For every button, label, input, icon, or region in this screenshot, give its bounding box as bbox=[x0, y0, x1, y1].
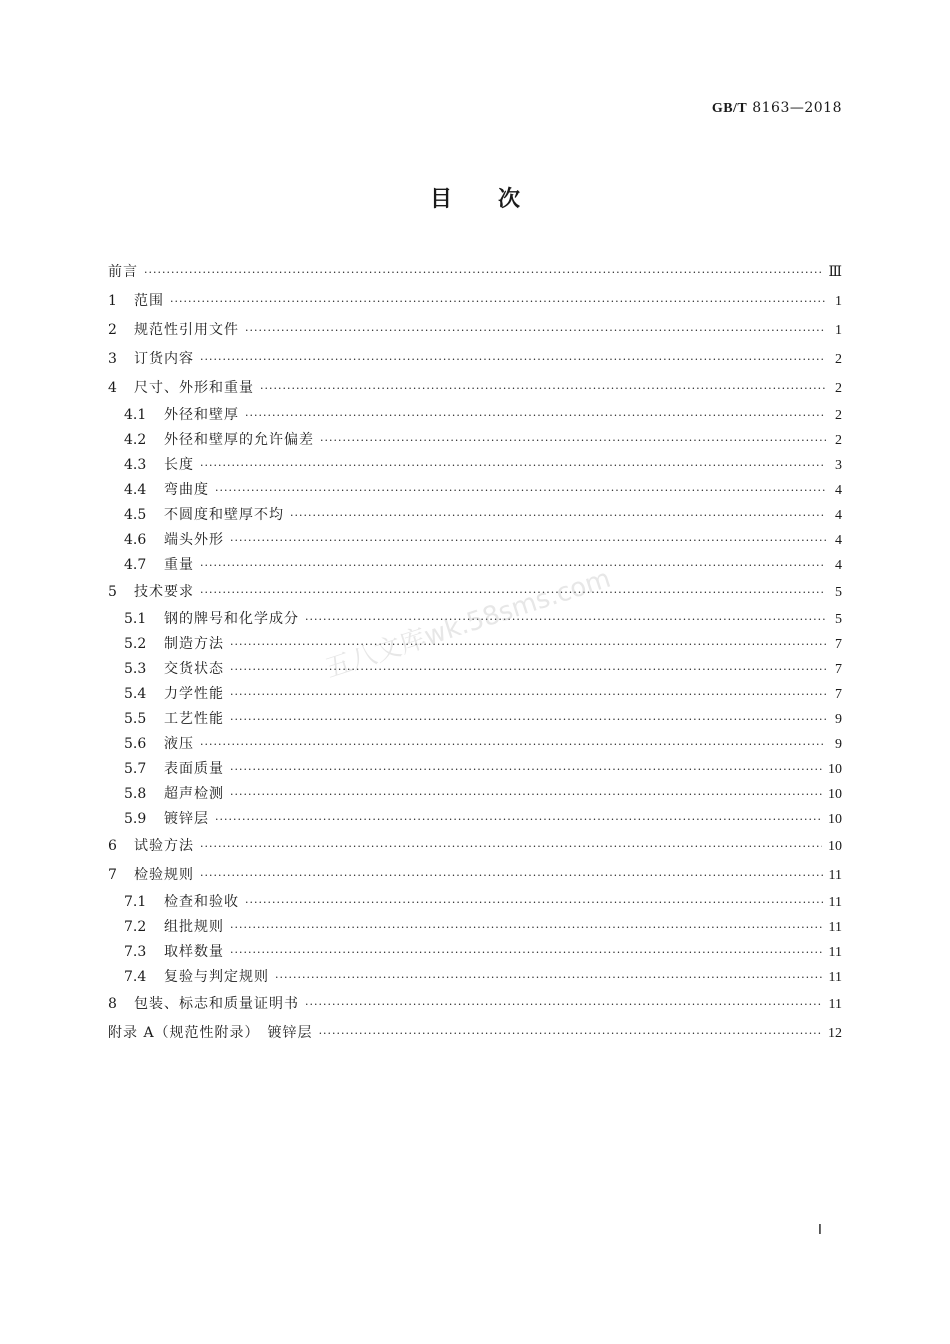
toc-entry-label: 重量 bbox=[164, 557, 194, 573]
toc-entry[interactable] bbox=[108, 478, 842, 503]
toc-entry-label: 钢的牌号和化学成分 bbox=[164, 611, 299, 627]
toc-entry-number: 7.2 bbox=[124, 919, 147, 935]
toc-entry-page: 4 bbox=[835, 483, 842, 498]
dot-leader bbox=[230, 682, 826, 707]
toc-entry-label: 外径和壁厚的允许偏差 bbox=[164, 432, 314, 448]
dot-leader bbox=[230, 657, 826, 682]
toc-entry[interactable] bbox=[108, 940, 842, 965]
toc-entry-label: 订货内容 bbox=[134, 351, 194, 367]
dot-leader bbox=[230, 757, 822, 782]
page-number: Ⅰ bbox=[817, 1223, 822, 1238]
toc-entry-number: 5.6 bbox=[124, 736, 147, 752]
toc-entry-number: 4.4 bbox=[124, 482, 147, 498]
toc-entry-page: 2 bbox=[835, 381, 842, 396]
toc-entry-page: 10 bbox=[828, 812, 842, 827]
dot-leader bbox=[230, 632, 826, 657]
toc-entry-page: 5 bbox=[835, 585, 842, 600]
toc-entry[interactable] bbox=[108, 861, 842, 890]
dot-leader bbox=[230, 782, 822, 807]
toc-entry-page: Ⅲ bbox=[828, 265, 842, 280]
toc-entry-page: 9 bbox=[835, 737, 842, 752]
toc-entry-page: 10 bbox=[828, 762, 842, 777]
toc-entry-label: 检查和验收 bbox=[164, 894, 239, 910]
toc-entry-label: 规范性引用文件 bbox=[134, 322, 239, 338]
toc-entry-number: 5.7 bbox=[124, 761, 147, 777]
toc-entry[interactable] bbox=[108, 807, 842, 832]
toc-entry[interactable] bbox=[108, 345, 842, 374]
page-title: 目次 bbox=[429, 186, 566, 212]
toc-entry[interactable] bbox=[108, 453, 842, 478]
toc-entry-number: 4.1 bbox=[124, 407, 147, 423]
toc-entry-number: 5.9 bbox=[124, 811, 147, 827]
toc-entry-page: 4 bbox=[835, 558, 842, 573]
dot-leader bbox=[200, 732, 826, 757]
toc-entry-page: 11 bbox=[828, 895, 842, 910]
toc-entry[interactable] bbox=[108, 528, 842, 553]
toc-entry-page: 5 bbox=[835, 612, 842, 627]
toc-entry-label: 试验方法 bbox=[134, 838, 194, 854]
toc-entry-page: 7 bbox=[835, 637, 842, 652]
toc-entry[interactable] bbox=[108, 428, 842, 453]
toc-entry-page: 10 bbox=[828, 839, 842, 854]
toc-entry-number: 5.4 bbox=[124, 686, 147, 702]
toc-entry-page: 9 bbox=[835, 712, 842, 727]
toc-entry[interactable] bbox=[108, 757, 842, 782]
toc-entry[interactable] bbox=[108, 915, 842, 940]
toc-entry-number: 4.2 bbox=[124, 432, 147, 448]
dot-leader bbox=[320, 428, 826, 453]
dot-leader bbox=[275, 965, 823, 990]
toc-entry[interactable] bbox=[108, 657, 842, 682]
toc-entry-label: 包装、标志和质量证明书 bbox=[134, 996, 299, 1012]
toc-entry[interactable] bbox=[108, 374, 842, 403]
toc-entry[interactable] bbox=[108, 990, 842, 1019]
toc-entry-page: 2 bbox=[835, 433, 842, 448]
table-of-contents bbox=[108, 258, 842, 1048]
toc-entry-label: 不圆度和壁厚不均 bbox=[164, 507, 284, 523]
toc-entry-number: 3 bbox=[108, 351, 117, 367]
toc-entry-label: 力学性能 bbox=[164, 686, 224, 702]
toc-entry-number: 1 bbox=[108, 293, 117, 309]
toc-entry-label: 检验规则 bbox=[134, 867, 194, 883]
toc-entry-number: 4.7 bbox=[124, 557, 147, 573]
dot-leader bbox=[215, 807, 822, 832]
dot-leader bbox=[245, 316, 826, 345]
toc-entry-page: 12 bbox=[828, 1026, 842, 1041]
toc-entry-number: 4.5 bbox=[124, 507, 147, 523]
toc-entry-number: 2 bbox=[108, 322, 117, 338]
toc-entry-label: 制造方法 bbox=[164, 636, 224, 652]
dot-leader bbox=[319, 1019, 822, 1048]
dot-leader bbox=[230, 915, 823, 940]
toc-entry-number: 7.1 bbox=[124, 894, 147, 910]
toc-entry-number: 5.8 bbox=[124, 786, 147, 802]
toc-entry[interactable] bbox=[108, 682, 842, 707]
toc-entry-label: 附录 A（规范性附录） 镀锌层 bbox=[108, 1025, 313, 1041]
standard-prefix: GB/T bbox=[711, 101, 748, 116]
toc-entry-number: 8 bbox=[108, 996, 117, 1012]
dot-leader bbox=[170, 287, 826, 316]
toc-entry[interactable] bbox=[108, 832, 842, 861]
toc-entry-page: 11 bbox=[828, 970, 842, 985]
toc-entry-page: 10 bbox=[828, 787, 842, 802]
toc-entry-page: 7 bbox=[835, 662, 842, 677]
dot-leader bbox=[305, 990, 823, 1019]
toc-entry-page: 7 bbox=[835, 687, 842, 702]
toc-entry-number: 5.2 bbox=[124, 636, 147, 652]
toc-entry-label: 超声检测 bbox=[164, 786, 224, 802]
toc-entry-label: 弯曲度 bbox=[164, 482, 209, 498]
dot-leader bbox=[200, 832, 822, 861]
toc-entry-label: 技术要求 bbox=[134, 584, 194, 600]
toc-entry-number: 4 bbox=[108, 380, 117, 396]
dot-leader bbox=[200, 861, 823, 890]
toc-entry-label: 组批规则 bbox=[164, 919, 224, 935]
toc-entry[interactable] bbox=[108, 553, 842, 578]
dot-leader bbox=[290, 503, 826, 528]
toc-entry-page: 3 bbox=[835, 458, 842, 473]
toc-entry-page: 11 bbox=[828, 945, 842, 960]
toc-entry-label: 液压 bbox=[164, 736, 194, 752]
toc-entry[interactable] bbox=[108, 707, 842, 732]
toc-entry-label: 复验与判定规则 bbox=[164, 969, 269, 985]
toc-entry[interactable] bbox=[108, 732, 842, 757]
toc-entry-page: 2 bbox=[835, 352, 842, 367]
toc-entry[interactable] bbox=[108, 1019, 842, 1048]
standard-year: 8163—2018 bbox=[752, 100, 842, 116]
dot-leader bbox=[230, 528, 826, 553]
toc-entry-number: 5.5 bbox=[124, 711, 147, 727]
toc-entry-page: 1 bbox=[835, 323, 842, 338]
toc-entry[interactable] bbox=[108, 965, 842, 990]
toc-entry-label: 前言 bbox=[108, 264, 138, 280]
standard-number bbox=[712, 100, 842, 117]
toc-entry-number: 7.4 bbox=[124, 969, 147, 985]
toc-entry-number: 4.3 bbox=[124, 457, 147, 473]
toc-entry[interactable] bbox=[108, 503, 842, 528]
toc-entry-number: 5.1 bbox=[124, 611, 147, 627]
dot-leader bbox=[144, 258, 822, 287]
toc-entry-number: 4.6 bbox=[124, 532, 147, 548]
toc-entry-label: 镀锌层 bbox=[164, 811, 209, 827]
dot-leader bbox=[230, 940, 823, 965]
dot-leader bbox=[245, 403, 826, 428]
toc-entry-number: 7 bbox=[108, 867, 117, 883]
toc-entry-label: 交货状态 bbox=[164, 661, 224, 677]
toc-entry-page: 11 bbox=[828, 868, 842, 883]
toc-entry-label: 外径和壁厚 bbox=[164, 407, 239, 423]
dot-leader bbox=[200, 453, 826, 478]
toc-entry-label: 表面质量 bbox=[164, 761, 224, 777]
toc-entry-page: 1 bbox=[835, 294, 842, 309]
toc-entry-number: 6 bbox=[108, 838, 117, 854]
toc-entry-page: 4 bbox=[835, 533, 842, 548]
toc-entry-page: 11 bbox=[828, 997, 842, 1012]
toc-entry[interactable] bbox=[108, 258, 842, 287]
toc-entry[interactable] bbox=[108, 782, 842, 807]
dot-leader bbox=[260, 374, 826, 403]
toc-entry-label: 取样数量 bbox=[164, 944, 224, 960]
dot-leader bbox=[245, 890, 823, 915]
toc-entry-label: 尺寸、外形和重量 bbox=[134, 380, 254, 396]
toc-entry-number: 5 bbox=[108, 584, 117, 600]
toc-entry-number: 7.3 bbox=[124, 944, 147, 960]
dot-leader bbox=[215, 478, 826, 503]
toc-entry-label: 工艺性能 bbox=[164, 711, 224, 727]
toc-entry[interactable] bbox=[108, 890, 842, 915]
toc-entry[interactable] bbox=[108, 316, 842, 345]
toc-entry-number: 5.3 bbox=[124, 661, 147, 677]
dot-leader bbox=[200, 345, 826, 374]
toc-entry[interactable] bbox=[108, 287, 842, 316]
toc-entry-label: 长度 bbox=[164, 457, 194, 473]
toc-entry-page: 4 bbox=[835, 508, 842, 523]
dot-leader bbox=[200, 553, 826, 578]
watermark: 五八文库wk.58sms.com bbox=[321, 563, 615, 685]
toc-entry[interactable] bbox=[108, 403, 842, 428]
toc-entry-page: 2 bbox=[835, 408, 842, 423]
toc-entry-label: 端头外形 bbox=[164, 532, 224, 548]
dot-leader bbox=[230, 707, 826, 732]
toc-entry-page: 11 bbox=[828, 920, 842, 935]
toc-entry-label: 范围 bbox=[134, 293, 164, 309]
